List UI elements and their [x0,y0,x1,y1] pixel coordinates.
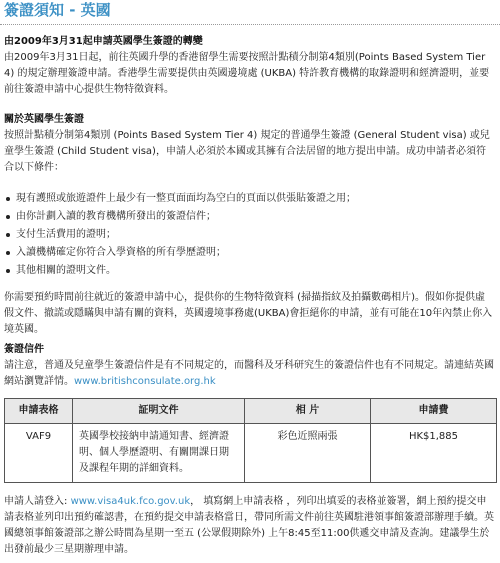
transition-section [4,34,494,98]
footer-prefix: 申請人請登入: [4,496,71,507]
requirement-item: 支付生活費用的證明； [4,226,494,244]
student-visa-section [4,112,494,176]
table-header-docs: 証明文件 [73,399,245,424]
british-consulate-link[interactable]: www.britishconsulate.org.hk [74,376,216,387]
transition-heading: 由2009年3月31起申請英國學生簽證的轉變 [4,36,203,47]
visa4uk-link[interactable]: www.visa4uk.fco.gov.uk [70,496,191,507]
visa-letter-section [4,342,494,390]
requirement-item: 其他相關的證明文件。 [4,262,494,280]
table-header-row [5,399,497,424]
biometric-note: 你需要預約時間前往就近的簽證申請中心，提供你的生物特徵資料 (掃描指紋及拍攝數碼相片)。假如你提供虛假文件、撤謊或隱瞞與申請有關的資料，英國邊境事務處(UKBA)會拒絕你的申請，並有可能在10年內禁止你入境英國。 [4,292,493,335]
requirement-item: 現有護照或旅遊證件上最少有一整頁面面均為空白的頁面以供張貼簽證之用； [4,190,494,208]
table-header-form: 申請表格 [5,399,73,424]
student-visa-body: 按照計點積分制第4類別 (Points Based System Tier 4) 規定的普通學生簽證 (General Student visa) 或兒童學生簽證 (Child Student visa)，申請人必須於本國或其擁有合法居留的地方提出申請。成功申請者必須符合以下條件： [4,130,490,173]
requirement-item: 入讀機構確定你符合入學資格的所有學歷證明； [4,244,494,262]
visa-letter-text: 請注意，普通及兒童學生簽證信件是有不同規定的，而醫科及牙科研究生的簽證信件也有不同規定。請連結英國網站瀏覽詳情。 [4,360,494,387]
footer-instructions [4,494,494,558]
fee-cell: HK$1,885 [371,424,497,483]
page-title: 簽證須知 - 英國 [4,1,111,19]
requirement-item: 由你計劃入讀的教育機構所發出的簽證信件； [4,208,494,226]
visa-letter-body [4,358,494,390]
transition-body: 由2009年3月31日起，前往英國升學的香港留學生需要按照計點積分制第4類別(Points Based System Tier 4) 的規定辦理簽證申請。香港學生需要提供由英國邊境處 (UKBA) 特許教育機構的取錄證明和經濟證明，並要前往簽證申請中心提供生物特徵資料。 [4,52,490,95]
table-row [5,424,497,483]
application-table [4,398,497,483]
title-divider [0,24,500,25]
footer-text: ， 填寫網上申請表格 ，列印出填妥的表格並簽署，網上預約提交申請表格並列印出預約確認書，在預約提交申請表格當日，帶同所需文件前往英國駐港領事館簽證部辦理手續。英國總領事館簽證部之辦公時間為星期一至五 (公眾假期除外) 上午8:45至11:00供遞交申請及查詢。建議學生於出發前最少三星期辦理申請。 [4,496,494,555]
visa-letter-heading: 簽證信件 [4,344,44,355]
requirements-list [4,190,494,280]
form-cell: VAF9 [5,424,73,483]
docs-cell: 英國學校接納申請通知書、經濟證明、個人學歷證明、有關開課日期及課程年期的詳細資料。 [73,424,245,483]
photo-cell: 彩色近照兩張 [245,424,371,483]
table-header-fee: 申請費 [371,399,497,424]
table-header-photo: 相 片 [245,399,371,424]
student-visa-heading: 關於英國學生簽證 [4,114,84,125]
